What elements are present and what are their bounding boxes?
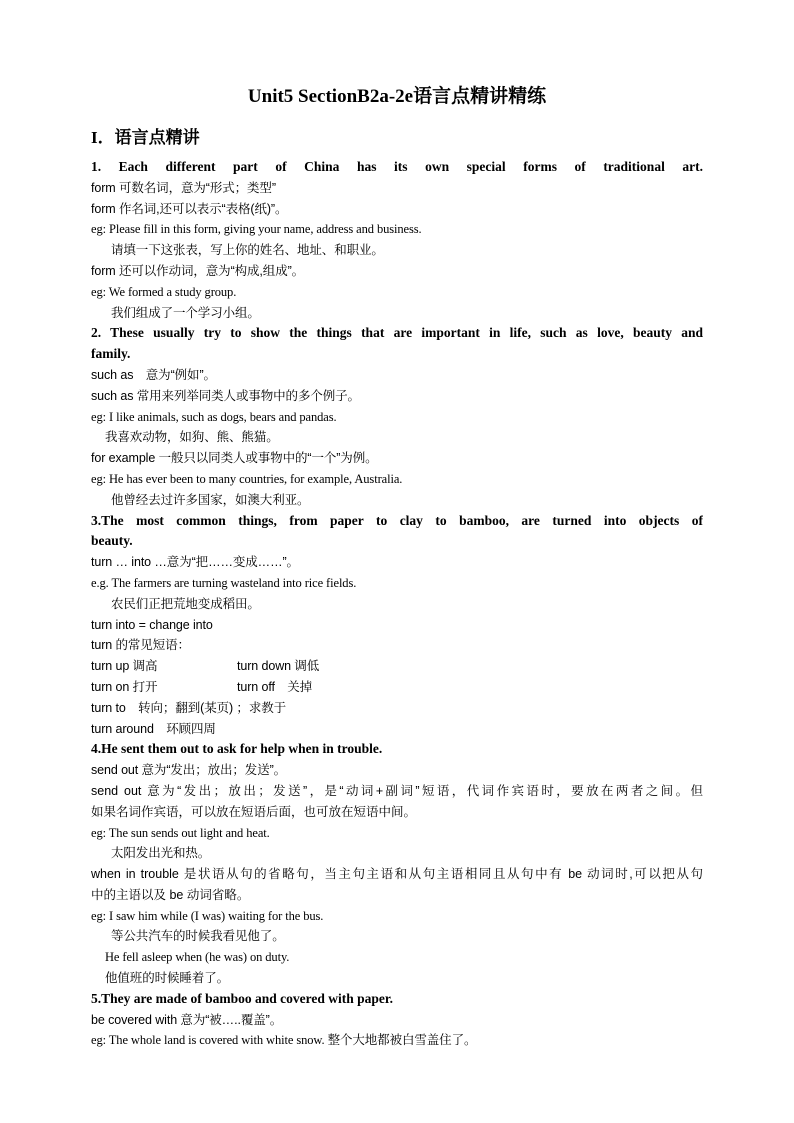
note-line: turn around 环顾四周	[91, 721, 216, 736]
note-line: such as 常用来列举同类人或事物中的多个例子。	[91, 388, 360, 403]
example-sentence: eg: The whole land is covered with white snow. 整个大地都被白雪盖住了。	[91, 1033, 477, 1048]
example-sentence: e.g. The farmers are turning wasteland into rice fields.	[91, 575, 357, 590]
point-2-heading-cont: family.	[91, 346, 131, 362]
point-1-heading: 1. Each different part of China has its own special forms of traditional art.	[91, 159, 703, 174]
example-sentence: eg: We formed a study group.	[91, 284, 237, 299]
note-line: turn 的常见短语：	[91, 638, 190, 653]
note-paragraph-line: 中的主语以及 be 动词省略。	[91, 887, 250, 902]
note-line: turn into = change into	[91, 617, 213, 632]
example-sentence: eg: Please fill in this form, giving your name, address and business.	[91, 222, 422, 237]
phrase: turn up 调高	[91, 659, 158, 674]
point-4-heading: 4.He sent them out to ask for help when in trouble.	[91, 741, 383, 757]
note-line: for example 一般只以同类人或事物中的“一个”为例。	[91, 451, 378, 466]
note-line: turn … into …意为“把……变成……”。	[91, 555, 299, 570]
example-translation: 请填一下这张表，写上你的姓名、地址、和职业。	[111, 243, 384, 258]
point-3-heading: 3.The most common things, from paper to clay to bamboo, are turned into objects of	[91, 512, 703, 528]
phrase: turn off 关掉	[237, 679, 313, 694]
note-line: form 可数名词，意为“形式；类型”	[91, 180, 276, 195]
example-translation: 他曾经去过许多国家，如澳大利亚。	[111, 492, 310, 507]
section-heading: I．语言点精讲	[91, 128, 200, 147]
point-2-heading: 2. These usually try to show the things that are important in life, such as love, beauty and	[91, 325, 703, 341]
point-3-heading-cont: beauty.	[91, 533, 133, 549]
example-sentence: eg: He has ever been to many countries, for example, Australia.	[91, 471, 403, 486]
example-sentence: He fell asleep when (he was) on duty.	[105, 950, 290, 965]
note-line: turn to 转向；翻到(某页) ；求教于	[91, 700, 287, 715]
note-paragraph-line: 如果名词作宾语，可以放在短语后面，也可放在短语中间。	[91, 804, 417, 819]
point-5-heading: 5.They are made of bamboo and covered with paper.	[91, 990, 394, 1006]
example-translation: 太阳发出光和热。	[111, 846, 211, 861]
phrase: turn down 调低	[237, 659, 320, 674]
example-translation: 他值班的时候睡着了。	[105, 971, 230, 986]
example-translation: 等公共汽车的时候我看见他了。	[111, 929, 285, 944]
phrase-row	[91, 656, 703, 677]
document-title: Unit5 SectionB2a-2e语言点精讲精练	[247, 86, 547, 107]
note-paragraph-line: when in trouble 是状语从句的省略句，当主句主语和从句主语相同且从句中有 be 动词时,可以把从句	[91, 867, 703, 882]
phrase-row	[91, 677, 703, 698]
example-sentence: eg: I saw him while (I was) waiting for the bus.	[91, 908, 324, 923]
example-sentence: eg: The sun sends out light and heat.	[91, 825, 270, 840]
note-line: such as 意为“例如”。	[91, 367, 216, 382]
note-line: send out 意为“发出；放出；发送”。	[91, 763, 287, 778]
phrase: turn on 打开	[91, 679, 158, 694]
note-paragraph-line: send out 意为“发出；放出；发送”，是“动词+副词”短语，代词作宾语时，要放在两者之间。但	[91, 783, 703, 798]
note-paragraph	[91, 864, 703, 906]
example-translation: 农民们正把荒地变成稻田。	[111, 596, 260, 611]
note-line: form 作名词,还可以表示“表格(纸)”。	[91, 201, 288, 216]
example-translation: 我们组成了一个学习小组。	[111, 305, 260, 320]
example-sentence: eg: I like animals, such as dogs, bears and pandas.	[91, 409, 337, 424]
note-line: form 还可以作动词，意为“构成,组成”。	[91, 263, 305, 278]
note-paragraph	[91, 781, 703, 823]
example-translation: 我喜欢动物，如狗、熊、熊猫。	[105, 430, 279, 445]
note-line: be covered with 意为“被…..覆盖”。	[91, 1012, 283, 1027]
document-body	[91, 157, 703, 1051]
